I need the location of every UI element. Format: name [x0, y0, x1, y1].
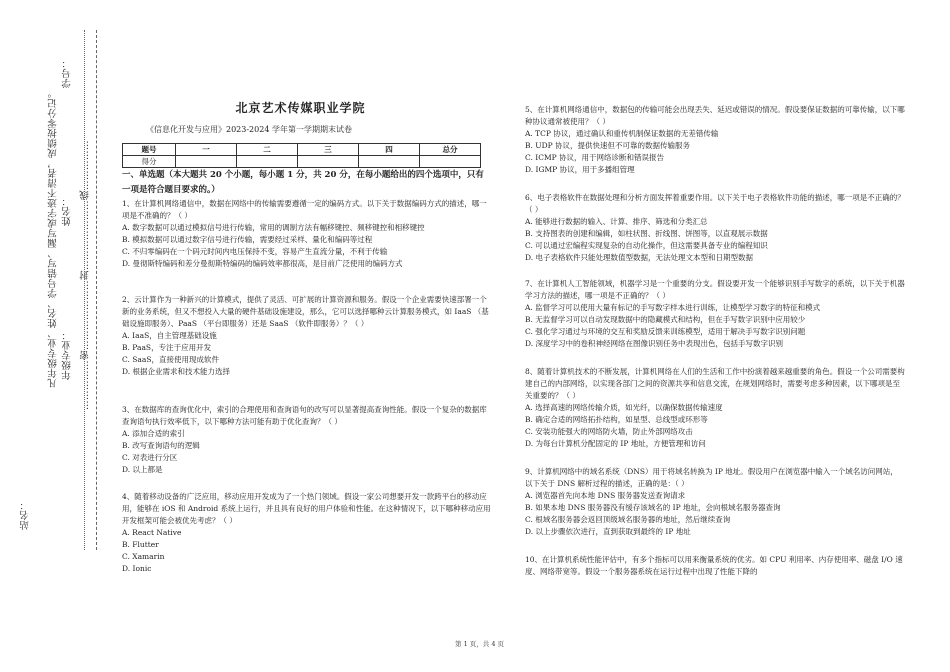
seal-text: ……………密…………………封…………………线…………… — [80, 140, 91, 410]
option-a: A. 选择高速的网络传输介质，如光纤，以确保数据传输速度 — [525, 403, 723, 412]
option-a: A. 监督学习可以使用大量有标记的手写数字样本进行训练，让模型学习数字的特征和模式 — [525, 303, 821, 312]
option-c: C. 强化学习通过与环境的交互和奖励反馈来训练模型，适用于解决手写数字识别问题 — [525, 327, 806, 336]
question-6 — [525, 192, 905, 264]
option-b: B. 如果本地 DNS 服务器没有缓存该域名的 IP 地址，会向根域名服务器查询 — [525, 503, 781, 512]
option-d: D. 曼彻斯特编码和差分曼彻斯特编码的编码效率都很高，是目前广泛使用的编码方式 — [122, 259, 403, 268]
page-footer: 第 1 页，共 4 页 — [455, 640, 505, 648]
school-label: 站名： — [20, 500, 31, 530]
question-stem: 3、在数据库的查询优化中，索引的合理使用和查询语句的改写可以显著提高查询性能。假设一个复杂的数据库查询语句执行效率低下，以下哪种方法可能有助于优化查询？（ ） — [122, 405, 487, 426]
option-c: C. SaaS，直接使用现成软件 — [122, 355, 219, 364]
section-heading: 一、单选题（本大题共 20 个小题，每小题 1 分，共 20 分，在每小题给出的四个选项中，只有一项是符合题目要求的。） — [122, 170, 484, 195]
exam-title: 北京艺术传媒职业学院 — [235, 101, 366, 115]
option-b: B. 无监督学习可以自动发现数据中的隐藏模式和结构，但在手写数字识别中应用较少 — [525, 315, 806, 324]
warning-text: 凡年级专业、姓名、学号错写、漏写或字迹不清者，成绩按零分记。 — [48, 88, 59, 388]
option-b: B. Flutter — [122, 540, 159, 549]
option-c: C. Xamarin — [122, 552, 165, 561]
score-table — [122, 143, 481, 168]
option-d: D. 根据企业需求和技术能力选择 — [122, 367, 231, 376]
option-a: A. 数字数据可以通过模拟信号进行传输，常用的调制方法有幅移键控、频移键控和相移键控 — [122, 223, 425, 232]
question-9 — [525, 466, 905, 538]
question-8 — [525, 366, 905, 450]
question-4 — [122, 491, 492, 575]
question-3 — [122, 404, 492, 476]
question-5 — [525, 104, 905, 176]
major-label: 年级专业： — [62, 330, 73, 380]
option-d: D. 为每台计算机分配固定的 IP 地址，方便管理和访问 — [525, 439, 706, 448]
score-row-label: 得分 — [123, 156, 176, 168]
option-a: A. 添加合适的索引 — [122, 429, 185, 438]
question-stem: 8、随着计算机技术的不断发展，计算机网络在人们的生活和工作中扮演着越来越重要的角色。假设一个公司需要构建自己的内部网络，以实现各部门之间的资源共享和信息交流，在规划网络时，需要考虑多种因素，以下哪项是至关重要的？（ ） — [525, 367, 905, 400]
option-c: C. 根域名服务器会返回顶级域名服务器的地址，然后继续查询 — [525, 515, 731, 524]
question-stem: 4、随着移动设备的广泛应用，移动应用开发成为了一个热门领域。假设一家公司想要开发一款跨平台的移动应用，能够在 iOS 和 Android 系统上运行，并且具有良好的用户体验和性能。在这种情况下，以下哪种移动应用开发框架可能会被优先考虑？（ ） — [122, 492, 491, 525]
option-c: C. 可以通过宏编程实现复杂的自动化操作，但这需要具备专业的编程知识 — [525, 241, 768, 250]
question-stem: 6、电子表格软件在数据处理和分析方面发挥着重要作用。以下关于电子表格软件功能的描述，哪一项是不正确的？（ ） — [525, 193, 905, 214]
option-d: D. 以上都是 — [122, 465, 163, 474]
question-10 — [525, 554, 905, 578]
score-cell[interactable] — [298, 156, 359, 168]
option-a: A. 浏览器首先向本地 DNS 服务器发送查询请求 — [525, 491, 686, 500]
score-cell[interactable] — [176, 156, 237, 168]
student-no-label: 学号： — [62, 58, 73, 88]
option-d: D. Ionic — [122, 564, 152, 573]
score-header-cell: 四 — [359, 144, 420, 156]
option-d: D. 以上步骤依次进行，直到获取到最终的 IP 地址 — [525, 527, 691, 536]
score-table-header — [123, 144, 481, 156]
question-stem: 9、计算机网络中的域名系统（DNS）用于将域名转换为 IP 地址。假设用户在浏览器中输入一个域名访问网站，以下关于 DNS 解析过程的描述，正确的是：（ ） — [525, 467, 898, 488]
option-a: A. React Native — [122, 528, 182, 537]
score-cell[interactable] — [359, 156, 420, 168]
option-a: A. IaaS，自主管理基础设施 — [122, 331, 217, 340]
option-c: C. 对表进行分区 — [122, 453, 178, 462]
option-c: C. 安装功能强大的网络防火墙，防止外部网络攻击 — [525, 427, 693, 436]
name-label: 姓名： — [62, 196, 73, 226]
option-b: B. UDP 协议，提供快速但不可靠的数据传输服务 — [525, 141, 691, 150]
score-header-cell: 题号 — [123, 144, 176, 156]
question-7 — [525, 278, 905, 350]
exam-subtitle: 《信息化开发与应用》2023-2024 学年第一学期期末试卷 — [146, 125, 352, 134]
score-header-cell: 一 — [176, 144, 237, 156]
option-b: B. 支持图表的创建和编辑，如柱状图、折线图、饼图等，以直观展示数据 — [525, 229, 768, 238]
score-table-row — [123, 156, 481, 168]
option-c: C. ICMP 协议，用于网络诊断和错误报告 — [525, 153, 665, 162]
option-b: B. 改写查询语句的逻辑 — [122, 441, 200, 450]
option-c: C. 不归零编码在一个码元时间内电压保持不变，容易产生直流分量，不利于传输 — [122, 247, 388, 256]
option-b: B. 确定合适的网络拓扑结构，如星型、总线型或环形等 — [525, 415, 708, 424]
question-1 — [122, 198, 492, 270]
option-a: A. 能够进行数据的输入、计算、排序、筛选和分类汇总 — [525, 217, 708, 226]
seal-line — [96, 30, 97, 550]
score-cell[interactable] — [237, 156, 298, 168]
option-a: A. TCP 协议，通过确认和重传机制保证数据的无差错传输 — [525, 129, 719, 138]
option-d: D. 电子表格软件只能处理数值型数据，无法处理文本型和日期型数据 — [525, 253, 754, 262]
question-stem: 2、云计算作为一种新兴的计算模式，提供了灵活、可扩展的计算资源和服务。假设一个企业需要快速部署一个新的业务系统，但又不想投入大量的硬件基础设施建设，那么，它可以选择哪种云计算服务模式，如 IaaS （基础设施即服务）、PaaS （平台即服务）还是 SaaS （软件即服务）？（ ） — [122, 295, 489, 328]
option-d: D. 深度学习中的卷积神经网络在图像识别任务中表现出色，包括手写数字识别 — [525, 339, 784, 348]
option-b: B. PaaS，专注于应用开发 — [122, 343, 212, 352]
question-stem: 7、在计算机人工智能领域，机器学习是一个重要的分支。假设要开发一个能够识别手写数字的系统，以下关于机器学习方法的描述，哪一项是不正确的？（ ） — [525, 279, 905, 300]
option-d: D. IGMP 协议，用于多播组管理 — [525, 165, 635, 174]
question-stem: 1、在计算机网络通信中，数据在网络中的传输需要遵循一定的编码方式。以下关于数据编码方式的描述，哪一项是不准确的？（ ） — [122, 199, 487, 220]
question-2 — [122, 294, 492, 378]
option-b: B. 模拟数据可以通过数字信号进行传输，需要经过采样、量化和编码等过程 — [122, 235, 373, 244]
score-header-cell: 三 — [298, 144, 359, 156]
score-header-cell: 二 — [237, 144, 298, 156]
binding-margin — [0, 0, 105, 672]
score-cell[interactable] — [420, 156, 481, 168]
question-stem: 5、在计算机网络通信中，数据包的传输可能会出现丢失、延迟或错误的情况。假设要保证数据的可靠传输，以下哪种协议通常被使用？（ ） — [525, 105, 905, 126]
question-stem: 10、在计算机系统性能评估中，有多个指标可以用来衡量系统的优劣。如 CPU 利用率、内存使用率、磁盘 I/O 速度、网络带宽等。假设一个服务器系统在运行过程中出现了性能下降的 — [525, 555, 903, 576]
score-header-cell: 总分 — [420, 144, 481, 156]
